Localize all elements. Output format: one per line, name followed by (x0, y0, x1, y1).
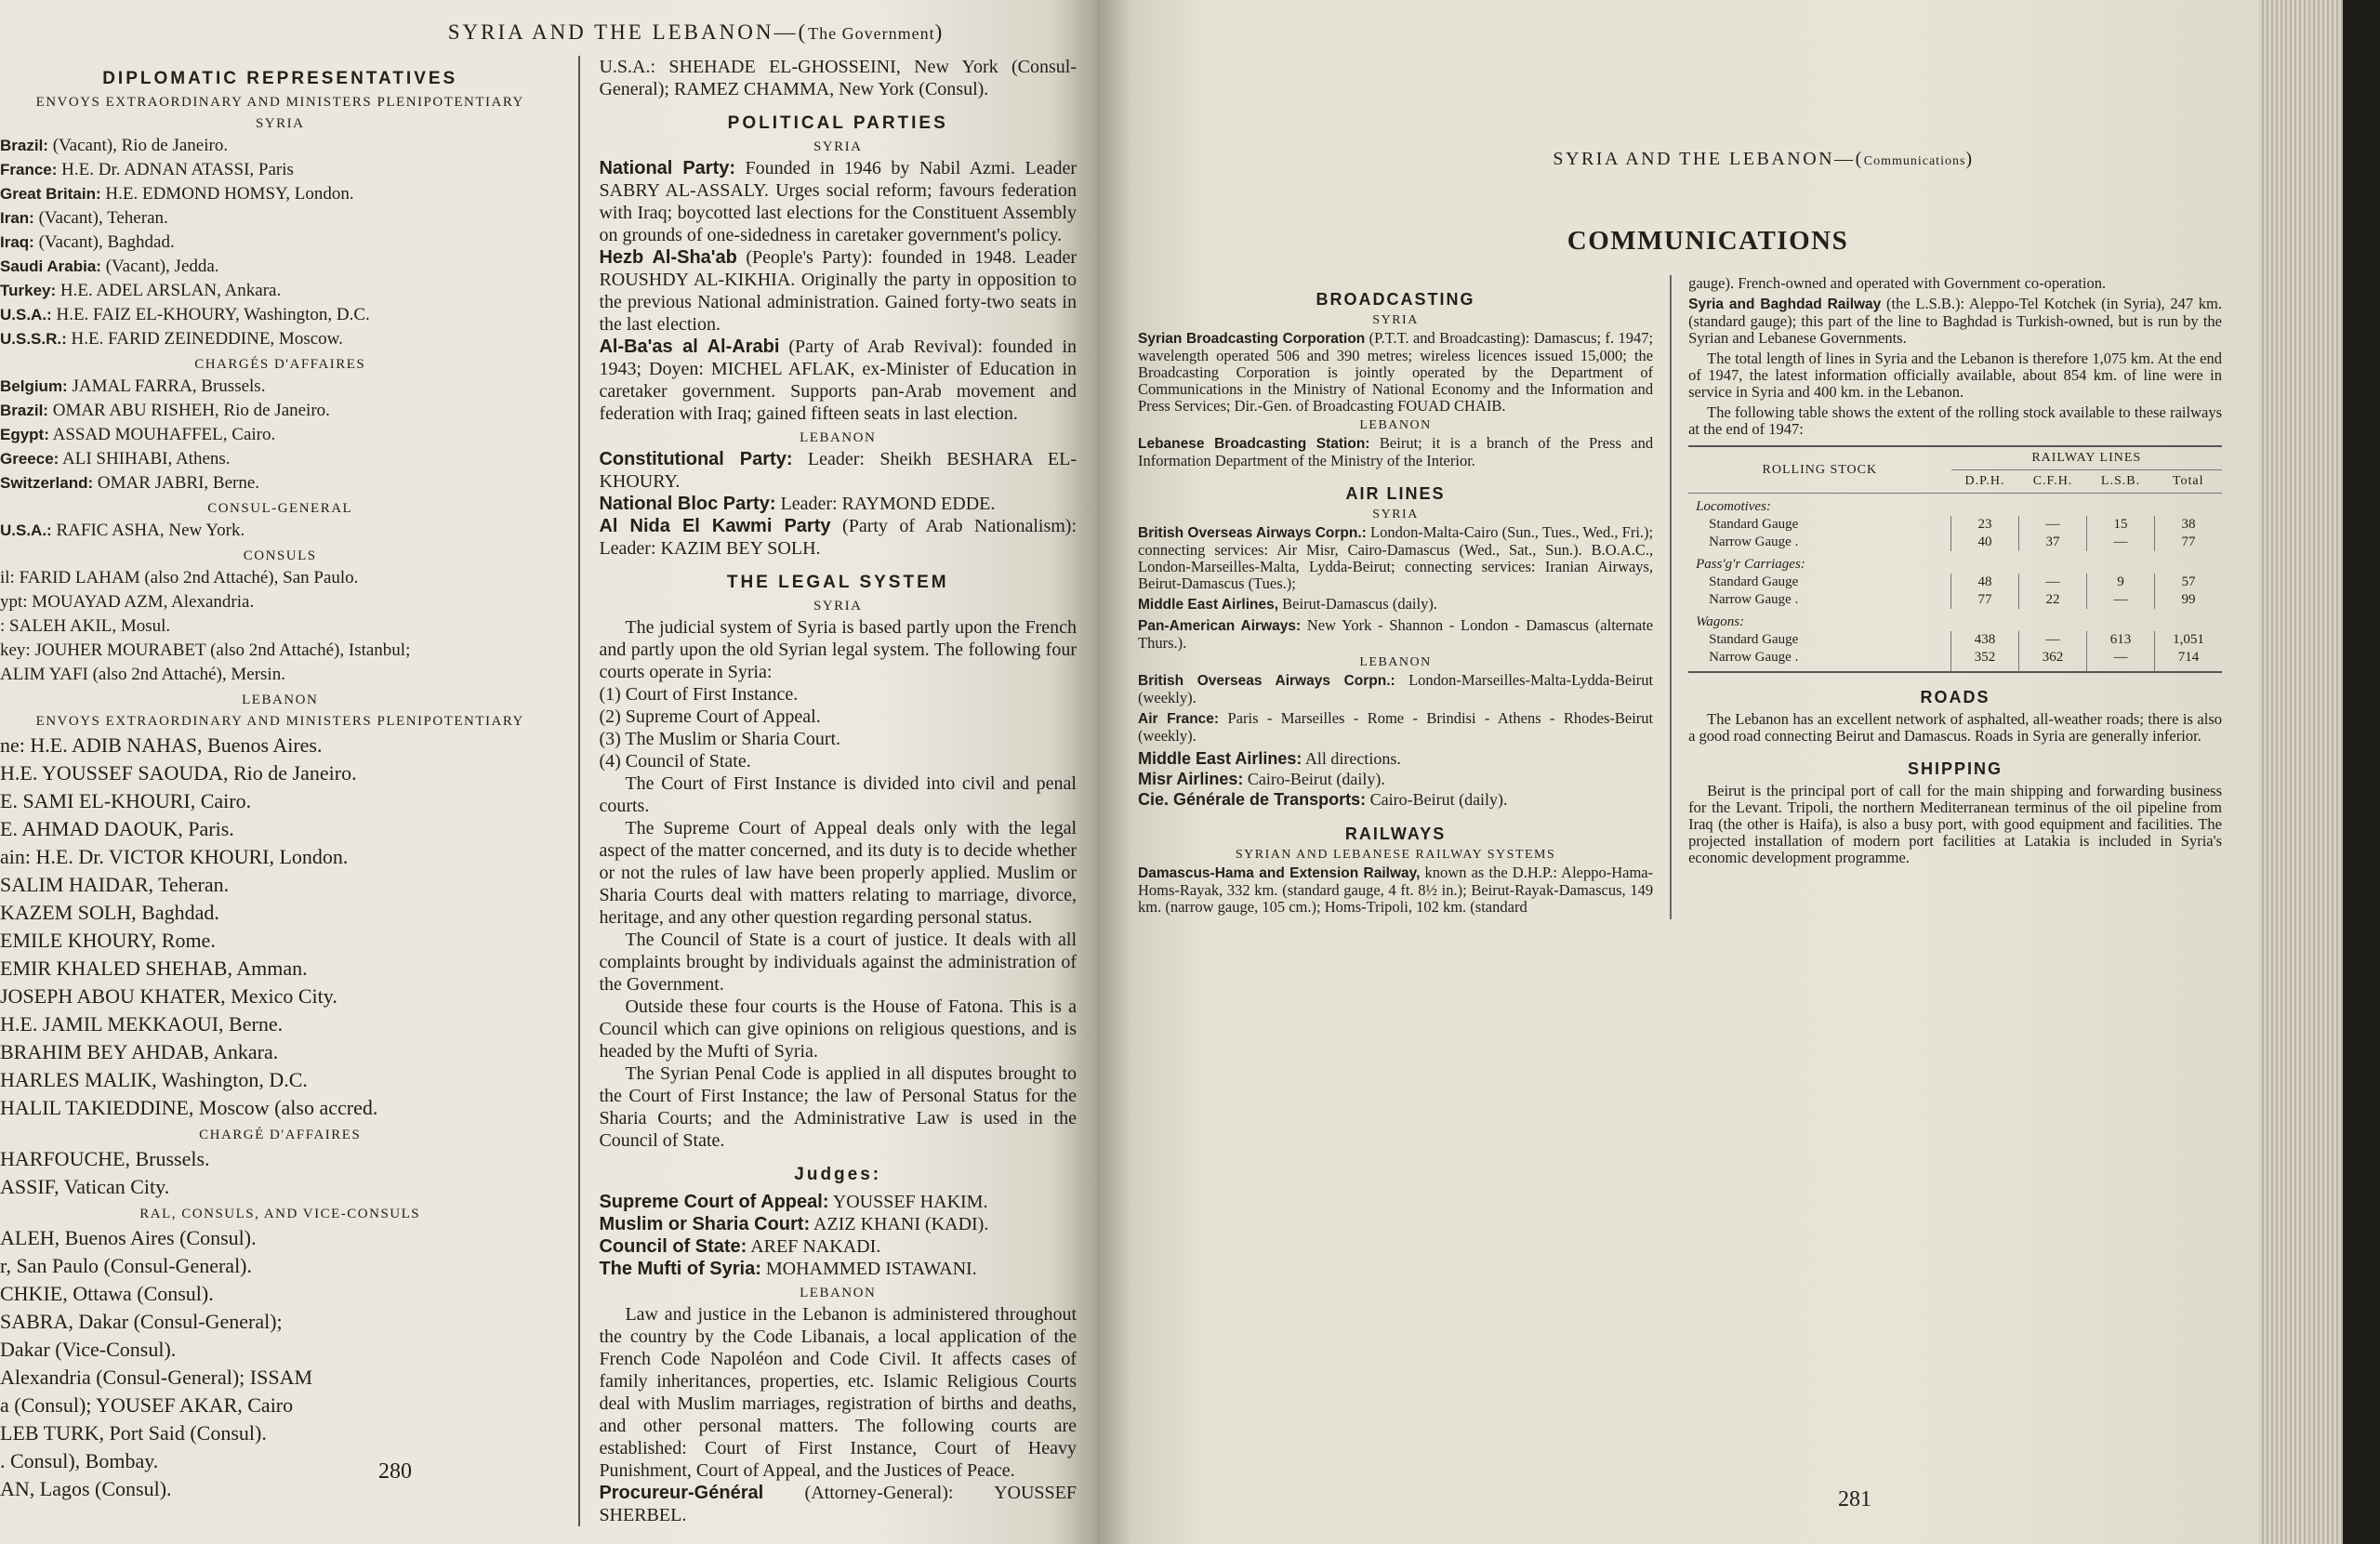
directory-entry (0, 663, 560, 687)
paragraph (1688, 783, 2222, 866)
directory-entry (0, 614, 560, 639)
entry-text: The total length of lines in Syria and the Lebanon is therefore 1,075 km. At the end of 1947, the latest information officially available, about 854 km. of line were in service in Syria and 400 km. in the Lebanon. (1688, 350, 2222, 401)
directory-entry (0, 303, 560, 327)
table-cell: 22 (2019, 591, 2087, 609)
paragraph (599, 1482, 1077, 1526)
entry-label: Syria and Baghdad Railway (1688, 297, 1882, 312)
table-cell: 99 (2155, 591, 2223, 609)
subsection-label: SYRIA (1372, 508, 1419, 521)
entry-label: Greece: (0, 450, 60, 468)
railway-text (1688, 275, 2222, 438)
directory-entry: r, San Paulo (Consul-General). (0, 1254, 253, 1277)
directory-entry: a (Consul); YOUSEF AKAR, Cairo (0, 1393, 294, 1417)
section-heading: RAILWAYS (1344, 825, 1447, 843)
entry-text: Leader: RAYMOND EDDE. (780, 494, 996, 514)
entry-text: Outside these four courts is the House of Fatona. This is a Council which can give opinions on religious questions, and is headed by the Mufti of Syria. (599, 996, 1077, 1062)
row-label: Narrow Gauge . (1688, 649, 1950, 672)
directory-entry: ALEH, Buenos Aires (Consul). (0, 1226, 257, 1249)
subsection-label: SYRIAN AND LEBANESE RAILWAY SYSTEMS (1235, 848, 1556, 862)
table-cell: 15 (2087, 516, 2155, 534)
directory-entry: ain: H.E. Dr. VICTOR KHOURI, London. (0, 845, 349, 868)
stub-header: ROLLING STOCK (1688, 446, 1950, 494)
subsection-label: CHARGÉS D'AFFAIRES (194, 357, 366, 372)
paragraph (599, 817, 1077, 929)
airline-entry (1138, 769, 1653, 789)
entry-text: key: JOUHER MOURABET (also 2nd Attaché), Istanbul; (0, 640, 411, 660)
entry-label: Brazil: (0, 402, 48, 419)
directory-entry: LEB TURK, Port Said (Consul). (0, 1421, 267, 1445)
entry-text: Paris - Marseilles - Rome - Brindisi - Athens - Rhodes-Beirut (weekly). (1138, 709, 1654, 745)
directory-entry: KAZEM SOLH, Baghdad. (0, 901, 219, 924)
paragraph (599, 728, 1077, 750)
directory-entry (0, 158, 560, 182)
section-title: COMMUNICATIONS (1567, 226, 1849, 256)
directory-entry (0, 519, 560, 543)
section-heading: AIR LINES (1345, 484, 1446, 503)
paragraph (1688, 275, 2222, 292)
entry-label: Procureur-Général (599, 1483, 764, 1503)
directory-entry: HARLES MALIK, Washington, D.C. (0, 1068, 308, 1091)
entry-text: ALI SHIHABI, Athens. (62, 449, 231, 468)
subsection-label: SYRIA (255, 116, 305, 131)
entry-label: Belgium: (0, 377, 68, 395)
paragraph (599, 157, 1077, 246)
entry-text: (Attorney-General): YOUSSEF SHERBEL. (599, 1483, 1077, 1525)
table-cell: 714 (2155, 649, 2223, 672)
rolling-stock-table (1688, 445, 2222, 673)
directory-entry: EMILE KHOURY, Rome. (0, 929, 216, 952)
table-row (1688, 591, 2222, 609)
paragraph (599, 1191, 1077, 1213)
entry-label: Supreme Court of Appeal: (599, 1192, 829, 1212)
section-heading: BROADCASTING (1316, 290, 1475, 309)
table-cell: 613 (2087, 631, 2155, 649)
paragraph (1138, 596, 1653, 614)
paragraph (599, 56, 1077, 100)
paragraph (599, 750, 1077, 772)
column-header: Total (2155, 470, 2223, 494)
directory-entry: HARFOUCHE, Brussels. (0, 1147, 210, 1170)
group-header: RAILWAY LINES (1951, 446, 2223, 470)
page-number: 281 (1838, 1487, 1871, 1511)
table-cell: 352 (1951, 649, 2019, 672)
entry-label: Iraq: (0, 233, 34, 251)
section-heading: THE LEGAL SYSTEM (726, 573, 949, 592)
entry-text: MOHAMMED ISTAWANI. (765, 1259, 977, 1279)
left-page-280 (0, 0, 1097, 1544)
directory-entry (0, 206, 560, 231)
subsection-label: SYRIA (813, 599, 863, 614)
entry-text: (1) Court of First Instance. (599, 684, 799, 705)
paragraph (599, 929, 1077, 996)
paragraph (1138, 864, 1653, 916)
directory-entry (0, 134, 560, 158)
subsection-label: ENVOYS EXTRAORDINARY AND MINISTERS PLENIPOTENTIARY (35, 95, 524, 110)
directory-entry (0, 231, 560, 255)
directory-entry (0, 447, 560, 471)
entry-label: Brazil: (0, 137, 48, 154)
entry-text: (Vacant), Teheran. (38, 208, 168, 228)
directory-entry: H.E. JAMIL MEKKAOUI, Berne. (0, 1012, 284, 1036)
subsection-label: LEBANON (242, 693, 319, 707)
table-cell: 9 (2087, 574, 2155, 591)
running-head-right: SYRIA AND THE LEBANON—(Communications) (1553, 149, 1975, 169)
paragraph (599, 772, 1077, 817)
paragraph (599, 616, 1077, 683)
entry-text: London-Malta-Cairo (Sun., Tues., Wed., Fri.); connecting services: Air Misr, Cairo-Damascus (Wed., Sat., Sun.). B.O.A.C., London-Marseilles-Malta, Lydda-Beirut; connecting services: Iranian Airways, Beirut-Damascus (Tues.); (1138, 523, 1654, 592)
table-cell: 438 (1951, 631, 2019, 649)
entry-text: ypt: MOUAYAD AZM, Alexandria. (0, 592, 255, 612)
entry-text: All directions. (1304, 749, 1401, 768)
table-cell: — (2019, 516, 2087, 534)
sub-heading: Judges: (794, 1165, 882, 1184)
directory-entry: HALIL TAKIEDDINE, Moscow (also accred. (0, 1096, 378, 1119)
section-heading: SHIPPING (1908, 759, 2003, 778)
table-cell: 48 (1951, 574, 2019, 591)
entry-text: Beirut is the principal port of call for the main shipping and forwarding business for the Levant. Tripoli, the northern Mediterranean terminus of the oil pipeline from Iraq (the other is Haifa), is also a busy port, with good equipment and facilities. The projected installation of modern port facilities at Latakia is included in Syria's economic development programme. (1688, 782, 2222, 866)
entry-text: Cairo-Beirut (daily). (1247, 770, 1385, 788)
section-heading: ROADS (1920, 688, 1990, 706)
entry-text: JAMAL FARRA, Brussels. (72, 376, 266, 396)
airline-entry (1138, 789, 1653, 810)
section-heading: DIPLOMATIC REPRESENTATIVES (102, 69, 458, 88)
table-group-row (1688, 494, 2222, 517)
paragraph (1138, 617, 1653, 652)
paragraph (599, 336, 1077, 425)
directory-entry: ne: H.E. ADIB NAHAS, Buenos Aires. (0, 733, 323, 757)
directory-entry: ASSIF, Vatican City. (0, 1175, 170, 1198)
entry-text: known as the D.H.P.: Aleppo-Hama-Homs-Rayak, 332 km. (standard gauge, 4 ft. 8½ in.); Beirut-Rayak-Damascus, 149 km. (narrow gauge, 105 cm.); Homs-Tripoli, 102 km. (standard (1138, 864, 1654, 916)
directory-entry: JOSEPH ABOU KHATER, Mexico City. (0, 984, 337, 1008)
directory-entry: . Consul), Bombay. (0, 1449, 159, 1472)
table-cell: — (2019, 631, 2087, 649)
table-row (1688, 516, 2222, 534)
entry-text: (Party of Arab Revival): founded in 1943; Doyen: MICHEL AFLAK, ex-Minister of Education in caretaker government. Supports pan-Arab movement and federation with Iraq; gained fifteen seats in last election. (599, 337, 1078, 424)
paragraph (599, 1213, 1077, 1235)
directory-entry: EMIR KHALED SHEHAB, Amman. (0, 957, 308, 980)
entry-label: Pan-American Airways: (1138, 618, 1302, 634)
entry-label: Constitutional Party: (599, 449, 793, 469)
directory-entry: SALIM HAIDAR, Teheran. (0, 873, 230, 896)
row-label: Standard Gauge (1709, 517, 1799, 532)
entry-text: H.E. EDMOND HOMSY, London. (105, 184, 354, 204)
directory-entry: CHKIE, Ottawa (Consul). (0, 1282, 214, 1305)
entry-text: The Syrian Penal Code is applied in all disputes brought to the Court of First Instance; the law of Personal Status for the Sharia Courts; and the Administrative Law is used in the Council of State. (599, 1063, 1077, 1151)
entry-label: Damascus-Hama and Extension Railway, (1138, 865, 1421, 881)
subsection-label: CONSUL-GENERAL (207, 501, 353, 516)
subsection-label: LEBANON (800, 430, 877, 445)
entry-label: Misr Airlines: (1138, 770, 1244, 788)
table-cell: 57 (2155, 574, 2223, 591)
entry-text: AREF NAKADI. (750, 1236, 881, 1257)
table-row (1688, 574, 2222, 591)
paragraph (599, 996, 1077, 1062)
entry-text: gauge). French-owned and operated with Government co-operation. (1688, 274, 2107, 292)
group-label: Wagons: (1696, 614, 1745, 629)
subsection-label: RAL, CONSULS, AND VICE-CONSULS (139, 1207, 421, 1221)
table-cell: — (2019, 574, 2087, 591)
subsection-label: CHARGÉ D'AFFAIRES (199, 1128, 362, 1142)
entry-text: (Party of Arab Nationalism): Leader: KAZIM BEY SOLH. (599, 516, 1077, 559)
subsection-label: SYRIA (1372, 313, 1419, 327)
entry-label: Switzerland: (0, 474, 94, 492)
entry-text: H.E. Dr. ADNAN ATASSI, Paris (61, 160, 294, 179)
entry-text: OMAR ABU RISHEH, Rio de Janeiro. (52, 401, 330, 420)
entry-label: Al Nida El Kawmi Party (599, 516, 831, 536)
directory-entry (0, 182, 560, 206)
subsection-label: ENVOYS EXTRAORDINARY AND MINISTERS PLENIPOTENTIARY (35, 714, 524, 729)
entry-text: (P.T.T. and Broadcasting): Damascus; f. 1947; wavelength operated 506 and 390 metres; wireless licences issued 15,000; the Broadcasting Corporation is jointly operated by the Department of Communications in the Ministry of National Economy and the Information and Press Services; Dir.-Gen. of Broadcasting FOUAD CHAIB. (1138, 329, 1654, 415)
paragraph (599, 706, 1077, 728)
right-columns (1138, 275, 2222, 919)
paragraph (1688, 711, 2222, 745)
entry-text: (3) The Muslim or Sharia Court. (599, 729, 841, 749)
column-header: L.S.B. (2087, 470, 2155, 494)
entry-label: Middle East Airlines, (1138, 597, 1279, 613)
entry-text: Founded in 1946 by Nabil Azmi. Leader SABRY AL-ASSALY. Urges social reform; favours federation with Iraq; boycotted last elections for the Constituent Assembly on grounds of one-sidedness in caretaker government's policy. (599, 158, 1077, 245)
right-page-281 (1097, 0, 2259, 1544)
paragraph (1138, 672, 1653, 706)
subsection-label: LEBANON (1359, 655, 1432, 669)
paragraph (599, 1303, 1077, 1482)
entry-label: U.S.S.R.: (0, 330, 67, 348)
table-cell: 362 (2019, 649, 2087, 672)
row-label: Standard Gauge (1709, 632, 1799, 647)
row-label: Narrow Gauge . (1709, 534, 1799, 549)
paragraph (599, 1258, 1077, 1280)
entry-text: H.E. FARID ZEINEDDINE, Moscow. (71, 329, 343, 349)
entry-text: The judicial system of Syria is based partly upon the French and partly upon the old Syrian legal system. The following four courts operate in Syria: (599, 617, 1077, 682)
entry-label: Muslim or Sharia Court: (599, 1214, 811, 1234)
broadcasting-airlines-railways-column (1138, 275, 1672, 919)
running-head-left: SYRIA AND THE LEBANON—(The Government) (447, 20, 945, 44)
directory-entry (0, 255, 560, 279)
entry-label: National Party: (599, 158, 736, 178)
table-row (1688, 649, 2222, 672)
directory-entry (0, 590, 560, 614)
entry-text: Leader: Sheikh BESHARA EL-KHOURY. (599, 449, 1078, 492)
entry-text: YOUSSEF HAKIM. (832, 1192, 988, 1212)
subsection-label: LEBANON (1359, 418, 1432, 432)
table-cell: 77 (1951, 591, 2019, 609)
page-number: 280 (378, 1459, 412, 1484)
entry-text: U.S.A.: SHEHADE EL-GHOSSEINI, New York (Consul-General); RAMEZ CHAMMA, New York (Consul). (599, 57, 1077, 99)
entry-text: : SALEH AKIL, Mosul. (0, 616, 171, 636)
entry-label: British Overseas Airways Corpn.: (1138, 673, 1395, 689)
directory-entry (0, 566, 560, 590)
paragraph (599, 683, 1077, 706)
table-cell: 37 (2019, 534, 2087, 551)
entry-label: U.S.A.: (0, 521, 52, 539)
paragraph (599, 515, 1077, 560)
paragraph (1688, 404, 2222, 438)
entry-text: (the L.S.B.): Aleppo-Tel Kotchek (in Syria), 247 km. (standard gauge); this part of the line to Baghdad is Turkish-owned, but is run by the Syrian and Lebanese Governments. (1688, 295, 2222, 347)
airline-entry (1138, 748, 1653, 769)
entry-label: Air France: (1138, 711, 1220, 727)
entry-text: H.E. ADEL ARSLAN, Ankara. (60, 281, 282, 300)
entry-text: ASSAD MOUHAFFEL, Cairo. (52, 425, 276, 444)
entry-label: Saudi Arabia: (0, 257, 101, 275)
paragraph (599, 1235, 1077, 1258)
table-cell: 40 (1951, 534, 2019, 551)
paragraph (1688, 296, 2222, 347)
directory-entry (0, 327, 560, 351)
column-header: D.P.H. (1951, 470, 2019, 494)
directory-entry: Alexandria (Consul-General); ISSAM (0, 1366, 313, 1389)
entry-label: Al-Ba'as al Al-Arabi (599, 337, 780, 357)
subsection-label: SYRIA (813, 139, 863, 154)
entry-text: London-Marseilles-Malta-Lydda-Beirut (weekly). (1138, 671, 1654, 706)
section-heading: POLITICAL PARTIES (727, 113, 948, 133)
table-cell: 77 (2155, 534, 2223, 551)
entry-text: The Lebanon has an excellent network of asphalted, all-weather roads; there is also a good road connecting Beirut and Damascus. Roads in Syria are generally inferior. (1688, 710, 2222, 745)
entry-text: il: FARID LAHAM (also 2nd Attaché), San Paulo. (0, 568, 359, 587)
table-row (1688, 534, 2222, 551)
table-cell: — (2087, 649, 2155, 672)
paragraph (1138, 330, 1653, 415)
directory-entry: BRAHIM BEY AHDAB, Ankara. (0, 1040, 279, 1063)
entry-label: Turkey: (0, 282, 57, 299)
directory-entry (0, 423, 560, 447)
table-cell: — (2087, 534, 2155, 551)
entry-label: Great Britain: (0, 185, 101, 203)
entry-text: AZIZ KHANI (KADI). (813, 1214, 989, 1234)
entry-text: (Vacant), Rio de Janeiro. (52, 136, 229, 155)
table-group-row (1688, 551, 2222, 574)
diplomatic-representatives-column (0, 56, 580, 1526)
entry-text: (2) Supreme Court of Appeal. (599, 706, 821, 727)
entry-label: Council of State: (599, 1236, 747, 1257)
subsection-label: LEBANON (800, 1286, 877, 1300)
entry-label: Lebanese Broadcasting Station: (1138, 436, 1370, 452)
entry-text: Beirut; it is a branch of the Press and Information Department of the Ministry of the Interior. (1138, 434, 1654, 469)
group-label: Locomotives: (1696, 499, 1771, 514)
entry-text: (4) Council of State. (599, 751, 751, 772)
entry-label: Egypt: (0, 426, 49, 443)
directory-entry: E. AHMAD DAOUK, Paris. (0, 817, 234, 840)
paragraph (1138, 524, 1653, 592)
roads-shipping-text (1688, 688, 2222, 866)
entry-label: U.S.A.: (0, 306, 52, 323)
entry-text: OMAR JABRI, Berne. (97, 473, 260, 493)
directory-entry (0, 399, 560, 423)
entry-label: British Overseas Airways Corpn.: (1138, 525, 1367, 541)
entry-text: Beirut-Damascus (daily). (1282, 595, 1437, 613)
paragraph (1688, 350, 2222, 401)
entry-label: Middle East Airlines: (1138, 749, 1302, 768)
table-group-row (1688, 609, 2222, 631)
directory-entry (0, 375, 560, 399)
entry-text: The Supreme Court of Appeal deals only with the legal aspect of the matter concerned, and its duty is to decide whether or not the rules of law have been properly applied. Muslim or Sharia Courts deal with matters relating to marriage, divorce, heritage, and any other question regarding personal status. (599, 818, 1077, 928)
entry-label: National Bloc Party: (599, 494, 776, 514)
left-columns (0, 56, 1077, 1526)
entry-text: H.E. FAIZ EL-KHOURY, Washington, D.C. (56, 305, 370, 324)
entry-label: Syrian Broadcasting Corporation (1138, 331, 1366, 347)
table-cell: 38 (2155, 516, 2223, 534)
directory-entry: Dakar (Vice-Consul). (0, 1338, 177, 1361)
paragraph (1138, 435, 1653, 469)
table-cell: 1,051 (2155, 631, 2223, 649)
entry-text: New York - Shannon - London - Damascus (alternate Thurs.). (1138, 616, 1654, 652)
subsection-label: CONSULS (243, 548, 317, 563)
railways-roads-shipping-column (1672, 275, 2222, 919)
entry-text: (People's Party): founded in 1948. Leader ROUSHDY AL-KIKHIA. Originally the party in opposition to the previous National administration. Gained forty-two seats in the last election. (599, 247, 1078, 335)
entry-text: The Court of First Instance is divided into civil and penal courts. (599, 773, 1077, 816)
parties-and-legal-column (580, 56, 1077, 1526)
row-label: Narrow Gauge . (1709, 592, 1799, 607)
directory-entry: H.E. YOUSSEF SAOUDA, Rio de Janeiro. (0, 761, 357, 785)
directory-entry (0, 471, 560, 495)
entry-text: Law and justice in the Lebanon is administered throughout the country by the Code Libanais, a local application of the French Code Napoléon and Code Civil. It affects cases of family inheritances, properties, etc. Islamic Religious Courts deal with Muslim marriages, registration of births and deaths, and other personal matters. The following courts are established: Court of First Instance, Court of Heavy Punishment, Court of Appeal, and the Justices of Peace. (599, 1304, 1077, 1481)
paragraph (1138, 710, 1653, 745)
entry-label: Hezb Al-Sha'ab (599, 247, 737, 268)
entry-text: The Council of State is a court of justice. It deals with all complaints brought by individuals against the administration of the Government. (599, 930, 1077, 995)
paragraph (599, 246, 1077, 336)
table-cell: — (2087, 591, 2155, 609)
group-label: Pass'g'r Carriages: (1696, 557, 1805, 572)
entry-label: Iran: (0, 209, 34, 227)
table-header-row (1688, 446, 2222, 470)
paragraph (599, 1062, 1077, 1152)
row-label: Standard Gauge (1709, 574, 1799, 589)
entry-text: RAFIC ASHA, New York. (56, 521, 245, 540)
paragraph (599, 493, 1077, 515)
directory-entry (0, 639, 560, 663)
book-page-edges (2259, 0, 2380, 1544)
directory-entry: AN, Lagos (Consul). (0, 1477, 172, 1500)
entry-label: France: (0, 161, 58, 178)
directory-entry: E. SAMI EL-KHOURI, Cairo. (0, 789, 252, 812)
entry-label: The Mufti of Syria: (599, 1259, 761, 1279)
table-row (1688, 631, 2222, 649)
column-header: C.F.H. (2019, 470, 2087, 494)
directory-entry: SABRA, Dakar (Consul-General); (0, 1310, 283, 1333)
table-cell: 23 (1951, 516, 2019, 534)
entry-text: ALIM YAFI (also 2nd Attaché), Mersin. (0, 665, 285, 684)
paragraph (599, 448, 1077, 493)
entry-text: (Vacant), Jedda. (105, 257, 219, 276)
entry-text: (Vacant), Baghdad. (38, 232, 175, 252)
entry-text: The following table shows the extent of the rolling stock available to these railways at the end of 1947: (1688, 403, 2222, 438)
directory-entry (0, 279, 560, 303)
entry-label: Cie. Générale de Transports: (1138, 790, 1367, 809)
entry-text: Cairo-Beirut (daily). (1369, 790, 1508, 809)
